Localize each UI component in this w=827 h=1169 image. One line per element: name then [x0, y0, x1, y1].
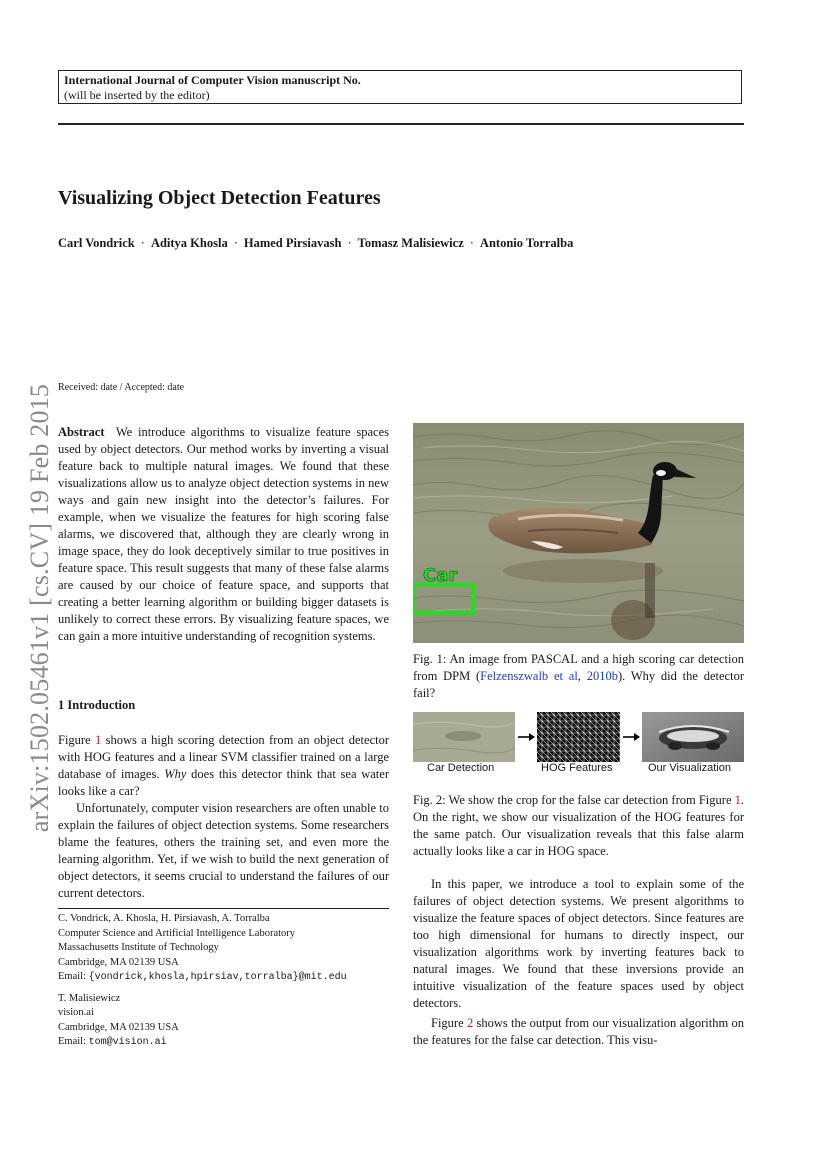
figure-ref-link[interactable]: 1	[95, 733, 102, 747]
affil-line: Cambridge, MA 02139 USA	[58, 1021, 179, 1033]
car-detection-crop	[413, 712, 515, 762]
text-span: ). Why did the detector fail?	[413, 669, 744, 700]
intro-paragraph-2: Unfortunately, computer vision researchers are often unable to explain the failures of object detection systems. Some researchers blame the features, others the training set, and even more the learning algorithm. Yet, if we wish to build the next generation of object detectors, it seems crucial to understand the failures of our current detectors.	[58, 801, 389, 900]
abstract	[58, 424, 389, 645]
email-label: Email:	[58, 1036, 89, 1047]
footnote-rule	[58, 908, 389, 909]
affil-line: vision.ai	[58, 1007, 94, 1018]
arxiv-identifier: arXiv:1502.05461v1 [cs.CV] 19 Feb 2015	[25, 383, 54, 833]
email-label: Email:	[58, 971, 89, 982]
arrow-right-icon	[623, 733, 640, 741]
author: Tomasz Malisiewicz	[357, 236, 464, 250]
introduction-body	[58, 732, 389, 902]
abstract-text: We introduce algorithms to visualize feature spaces used by object detectors. Our method works by inverting a visual feature back to multiple natural images. We found that these visualizations allow us to analyze object detection systems in new ways and gain new insight into the detector’s failures. For example, when we visualize the features for high scoring false alarms, we discovered that, although they are clearly wrong in image space, they do look deceptively similar to true positives in feature space. This result suggests that many of these false alarms are caused by our choice of feature space, and supports that creating a better learning algorithm or building bigger datasets is unlikely to correct these errors. By visualizing feature spaces, we can gain a more intuitive understanding of recognition systems.	[58, 425, 390, 643]
author: Carl Vondrick	[58, 236, 135, 250]
author-separator: ·	[347, 236, 352, 250]
journal-note: (will be inserted by the editor)	[64, 88, 210, 102]
header-rule	[58, 123, 744, 125]
right-paragraph-1: In this paper, we introduce a tool to explain some of the failures of object detection systems. We present algorithms to visualize the feature spaces of object detectors. Since features are too high dimensional for humans to directly inspect, our visualization algorithms work by inverting features back to natural images. We found that these inversions provide an intuitive visualization of the feature spaces used by object detectors.	[413, 877, 744, 1010]
author-separator: ·	[140, 236, 145, 250]
affil-line: Massachusetts Institute of Technology	[58, 942, 219, 953]
emphasis: Why	[164, 767, 187, 781]
author: Antonio Torralba	[479, 236, 574, 250]
author: Aditya Khosla	[150, 236, 228, 250]
figure-1-caption	[413, 651, 744, 702]
received-line: Received: date / Accepted: date	[58, 382, 185, 393]
affil-line: C. Vondrick, A. Khosla, H. Pirsiavash, A. Torralba	[58, 913, 270, 924]
figure-2-caption	[413, 792, 744, 860]
detection-label: Car	[423, 565, 458, 586]
figure-ref-link[interactable]: 2	[466, 1016, 474, 1030]
affiliations	[58, 912, 398, 1051]
text-span: Figure	[58, 733, 95, 747]
affil-line: Computer Science and Artificial Intelligence Laboratory	[58, 927, 296, 939]
paper-title: Visualizing Object Detection Features	[58, 187, 381, 209]
figure-1-goose-image	[413, 423, 744, 643]
right-column-body	[413, 876, 744, 1049]
text-span: ,	[577, 669, 587, 683]
fig2-label-our-visualization: Our Visualization	[648, 762, 731, 774]
text-span: shows a high scoring detection from an object detector with HOG features and a linear SVM classifier trained on a large database of images.	[58, 733, 389, 781]
email-address[interactable]: tom@vision.ai	[88, 1037, 167, 1048]
text-span: . On the right, we show our visualization of the HOG features for the same patch. Our visualization reveals that this false alarm actually looks like a car in HOG space.	[413, 793, 744, 858]
visualization-image	[642, 712, 744, 762]
author-separator: ·	[233, 236, 238, 250]
journal-header-box	[58, 70, 742, 104]
figure-ref-link[interactable]: 1	[734, 793, 741, 807]
text-span: shows the output from our visualization algorithm on the features for the false car detection. This visu-	[413, 1016, 744, 1047]
author-list	[58, 236, 573, 251]
citation-link[interactable]: 2010b	[586, 669, 618, 683]
email-address[interactable]: {vondrick,khosla,hpirsiav,torralba}@mit.edu	[88, 972, 347, 983]
fig2-label-car-detection: Car Detection	[427, 762, 495, 774]
affil-line: Cambridge, MA 02139 USA	[58, 956, 179, 968]
author-separator: ·	[469, 236, 474, 250]
citation-link[interactable]: Felzenszwalb et al	[480, 669, 578, 683]
journal-name: International Journal of Computer Vision manuscript No.	[64, 73, 361, 87]
abstract-heading: Abstract	[58, 425, 105, 439]
text-span: Fig. 2: We show the crop for the false car detection from Figure	[413, 793, 735, 807]
author: Hamed Pirsiavash	[243, 236, 342, 250]
arrow-right-icon	[518, 733, 535, 741]
text-span: Figure	[431, 1016, 467, 1030]
text-span: Fig. 1: An image from PASCAL and a high scoring car detection from DPM (	[413, 652, 744, 683]
affil-line: T. Malisiewicz	[58, 992, 121, 1004]
hog-features-image	[537, 712, 620, 762]
text-span: does this detector think that sea water looks like a car?	[58, 767, 389, 798]
fig2-label-hog-features: HOG Features	[541, 762, 613, 774]
section-heading-introduction: 1 Introduction	[58, 698, 136, 712]
figure-2-strip	[413, 712, 744, 762]
